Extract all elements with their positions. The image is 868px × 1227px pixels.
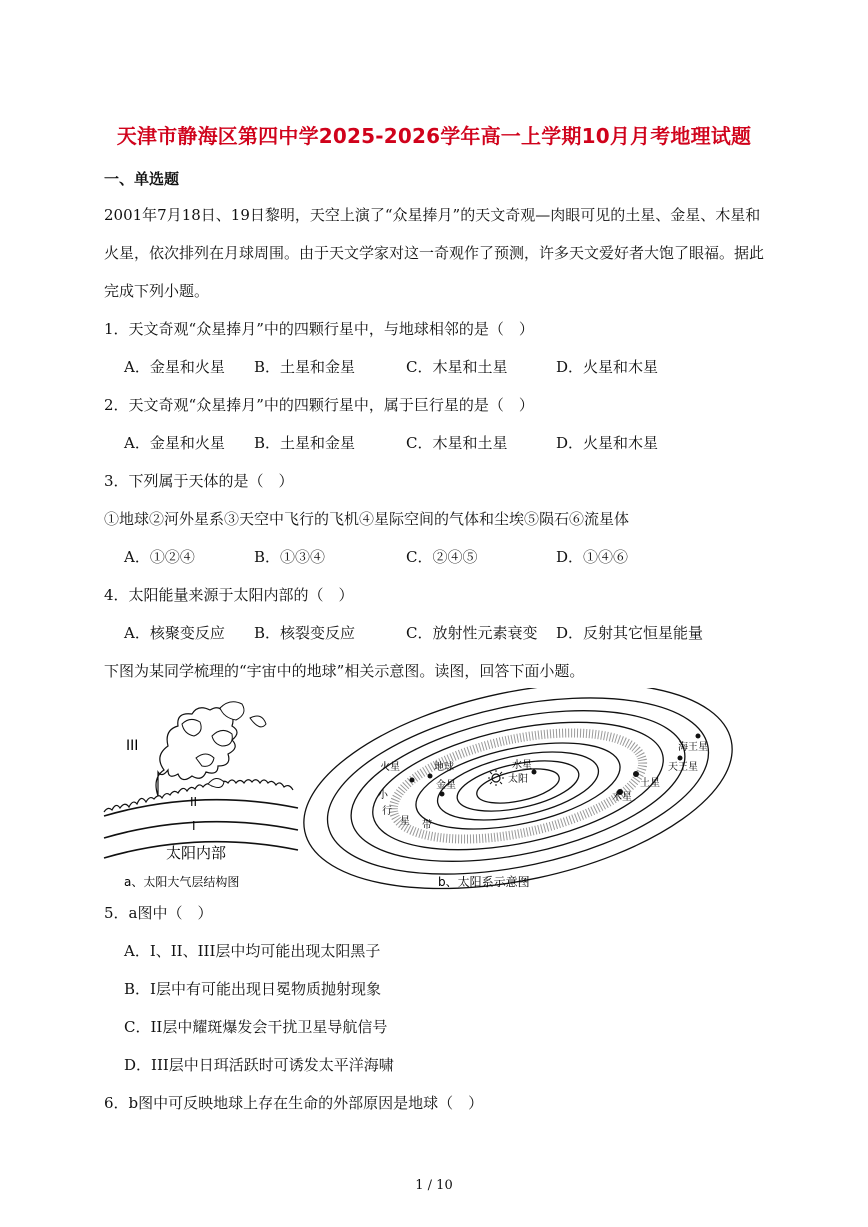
asteroid-belt-label-3: 星	[400, 816, 410, 827]
figure-svg	[100, 688, 740, 898]
q3-option-b: B．①③④	[254, 548, 326, 566]
figure-panel	[100, 688, 740, 898]
asteroid-belt-label-4: 带	[422, 820, 432, 831]
venus-label: 金星	[436, 780, 456, 791]
sun-atmosphere-diagram	[104, 702, 298, 889]
earth-label: 地球	[434, 762, 454, 773]
question-4-stem: 4．太阳能量来源于太阳内部的（ ）	[104, 586, 354, 604]
page-title: 天津市静海区第四中学2025-2026学年高一上学期10月月考地理试题	[116, 124, 752, 148]
question-3-stem: 3．下列属于天体的是（ ）	[104, 472, 294, 490]
q5-option-c: C．II层中耀斑爆发会干扰卫星导航信号	[124, 1018, 388, 1036]
mercury-dot	[532, 770, 537, 775]
q1-option-a: A．金星和火星	[124, 358, 225, 376]
q5-option-d: D．III层中日珥活跃时可诱发太平洋海啸	[124, 1056, 394, 1074]
q4-option-c: C．放射性元素衰变	[406, 624, 538, 642]
figure-b-caption: b、太阳系示意图	[438, 875, 530, 889]
q4-option-d: D．反射其它恒星能量	[556, 624, 704, 642]
layer-1-label: I	[192, 819, 196, 833]
q3-option-d: D．①④⑥	[556, 548, 629, 566]
question-2-stem: 2．天文奇观“众星捧月”中的四颗行星中，属于巨行星的是（ ）	[104, 396, 534, 414]
layer-2-label: II	[190, 795, 198, 809]
prominence-loop	[208, 778, 224, 787]
question-3-items: ①地球②河外星系③天空中飞行的飞机④星际空间的气体和尘埃⑤陨石⑥流星体	[104, 510, 630, 528]
orbit-earth	[432, 740, 605, 833]
uranus-dot	[678, 756, 683, 761]
mercury-label: 水星	[512, 760, 532, 771]
q3-option-a: A．①②④	[124, 548, 195, 566]
layer-boundary-arc	[104, 822, 298, 838]
jupiter-label: 木星	[612, 792, 632, 803]
q1-option-d: D．火星和木星	[556, 358, 659, 376]
question-6-stem: 6．b图中可反映地球上存在生命的外部原因是地球（ ）	[104, 1094, 484, 1112]
figure-intro: 下图为某同学梳理的“宇宙中的地球”相关示意图。读图，回答下面小题。	[104, 662, 585, 680]
q1-option-b: B．土星和金星	[254, 358, 356, 376]
intro-paragraph: 2001年7月18日、19日黎明，天空上演了“众星捧月”的天文奇观—肉眼可见的土星、金星、木星和火星，依次排列在月球周围。由于天文学家对这一奇观作了预测，许多天文爱好者大饱了眼福。据此完成下列小题。	[104, 206, 765, 300]
orbit-jupiter	[361, 699, 674, 872]
q3-option-c: C．②④⑤	[406, 548, 478, 566]
figure-a-caption: a、太阳大气层结构图	[124, 875, 240, 889]
asteroid-belt	[384, 714, 652, 859]
question-1-stem: 1．天文奇观“众星捧月”中的四颗行星中，与地球相邻的是（ ）	[104, 320, 534, 338]
neptune-label: 海王星	[678, 742, 708, 753]
mars-label: 火星	[380, 762, 400, 773]
q1-option-c: C．木星和土星	[406, 358, 508, 376]
orbit-neptune	[285, 688, 740, 898]
asteroid-belt-label-1: 小	[378, 790, 388, 801]
neptune-dot	[696, 734, 701, 739]
solar-system-diagram	[285, 688, 740, 898]
q4-option-a: A．核聚变反应	[124, 624, 225, 642]
q5-option-a: A．I、II、III层中均可能出现太阳黑子	[124, 942, 381, 960]
q2-option-d: D．火星和木星	[556, 434, 659, 452]
layer-3-label: III	[126, 738, 139, 754]
asteroid-belt-label-2: 行	[382, 806, 392, 817]
orbit-uranus	[312, 688, 725, 898]
saturn-dot	[633, 771, 639, 777]
section-heading: 一、单选题	[104, 170, 180, 188]
q2-option-a: A．金星和火星	[124, 434, 225, 452]
sun-rays	[488, 770, 504, 786]
sun-label: 太阳	[508, 774, 528, 785]
chromosphere-edge	[104, 780, 293, 812]
uranus-label: 天王星	[668, 762, 698, 773]
mars-dot	[410, 778, 415, 783]
page-number: 1 / 10	[415, 1178, 453, 1193]
q5-option-b: B．I层中有可能出现日冕物质抛射现象	[124, 980, 381, 998]
question-5-stem: 5．a图中（ ）	[104, 904, 213, 922]
q2-option-b: B．土星和金星	[254, 434, 356, 452]
sun-interior-label: 太阳内部	[166, 844, 227, 862]
prominence-loop	[250, 716, 266, 727]
venus-dot	[440, 792, 445, 797]
earth-dot	[428, 774, 433, 779]
q4-option-b: B．核裂变反应	[254, 624, 356, 642]
q2-option-c: C．木星和土星	[406, 434, 508, 452]
saturn-label: 土星	[640, 778, 660, 789]
